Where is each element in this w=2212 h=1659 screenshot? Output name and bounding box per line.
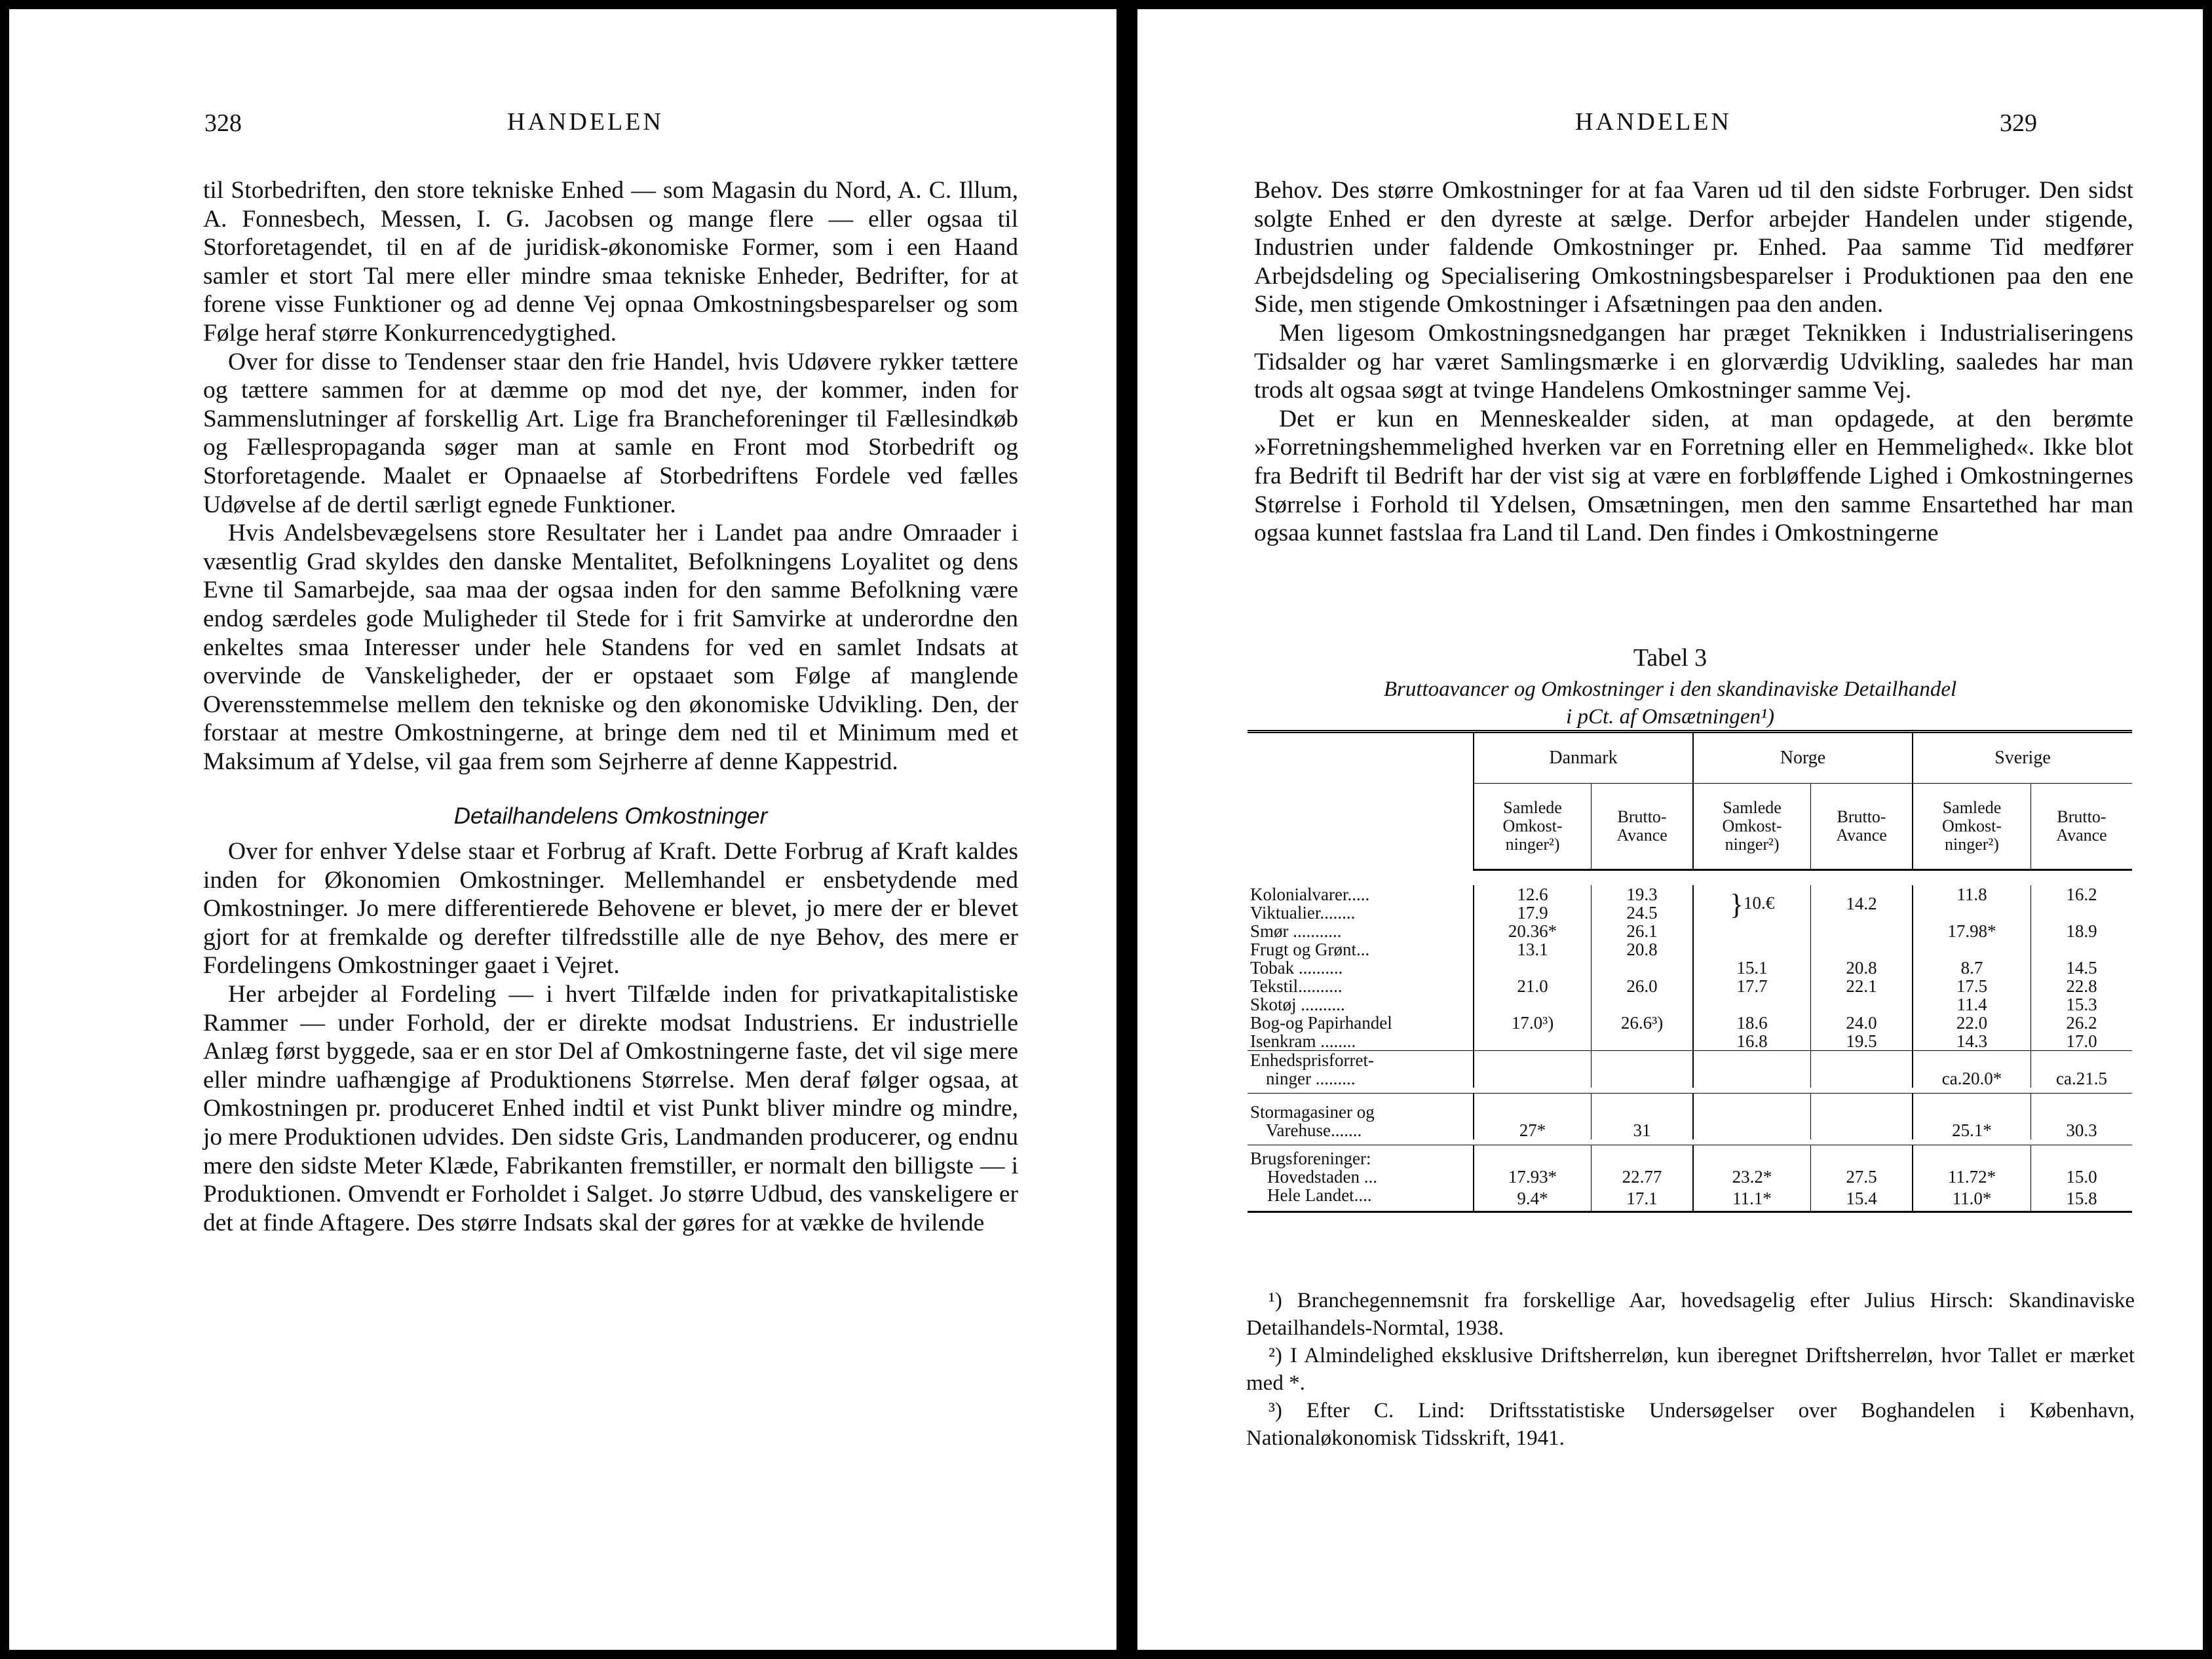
cell: 19.3 xyxy=(1592,885,1693,904)
cell: 17.9 xyxy=(1474,904,1592,922)
page-number: 329 xyxy=(2000,109,2037,137)
cell: 23.2* xyxy=(1693,1168,1811,1186)
footnote: ²) I Almindelighed eksklusive Driftsherreløn, kun iberegnet Driftsherreløn, hvor Tallet er mærket med *. xyxy=(1246,1344,2135,1395)
cell xyxy=(1474,959,1592,977)
cell: ca.21.5 xyxy=(2031,1051,2132,1088)
row-label: Skotøj .......... xyxy=(1250,995,1345,1014)
row-label: Kolonialvarer..... xyxy=(1250,885,1370,904)
footnote: ³) Efter C. Lind: Driftsstatistiske Undersøgelser over Boghandelen i København, Nationaløkonomisk Tidsskrift, 1941. xyxy=(1246,1399,2135,1450)
cell: 14.5 xyxy=(2031,959,2132,977)
cell xyxy=(1693,1145,1811,1168)
row-label: ninger ......... xyxy=(1266,1069,1356,1088)
cell: 11.8 xyxy=(1913,885,2031,904)
cell xyxy=(1913,904,2031,922)
cell: 20.36* xyxy=(1474,922,1592,940)
cell: 25.1* xyxy=(1913,1094,2031,1140)
right-page xyxy=(1137,9,2203,1650)
cell: 27* xyxy=(1474,1094,1592,1140)
cell xyxy=(1693,940,1811,959)
table-row xyxy=(1248,1145,2132,1168)
cell xyxy=(1693,1051,1811,1088)
section-title: Detailhandelens Omkostninger xyxy=(453,803,768,830)
cell: 17.5 xyxy=(1913,977,2031,995)
cell xyxy=(1811,1145,1913,1168)
left-page xyxy=(9,9,1116,1650)
table-corner xyxy=(1248,732,1474,870)
cell: 15.4 xyxy=(1811,1186,1913,1212)
cell: 26.1 xyxy=(1592,922,1693,940)
cell: 30.3 xyxy=(2031,1094,2132,1140)
paragraph: Men ligesom Omkostningsnedgangen har præget Teknikken i Industrialiseringens Tidsalder og har været Samlingsmærke i en glorværdig Udvikling, saaledes har man trods alt ogsaa søgt at tvinge Handelens Omkostninger samme Vej. xyxy=(1254,319,2133,404)
cell: 15.1 xyxy=(1693,959,1811,977)
footnotes xyxy=(1246,1287,2135,1452)
cell xyxy=(1474,995,1592,1014)
cell: 27.5 xyxy=(1811,1168,1913,1186)
row-label: Frugt og Grønt... xyxy=(1250,940,1370,959)
row-label: Isenkram ........ xyxy=(1250,1031,1356,1051)
cell: 15.8 xyxy=(2031,1186,2132,1212)
cell xyxy=(1913,1145,2031,1168)
table-heading: Tabel 3 xyxy=(1633,644,1707,672)
table-spacer xyxy=(1248,1139,2132,1145)
cell: 8.7 xyxy=(1913,959,2031,977)
cell xyxy=(1811,1094,1913,1140)
cell xyxy=(1474,1032,1592,1051)
cell xyxy=(1693,1094,1811,1140)
cell: 21.0 xyxy=(1474,977,1592,995)
cell: 11.72* xyxy=(1913,1168,2031,1186)
cell: 19.5 xyxy=(1811,1032,1913,1051)
column-header: Brutto- Avance xyxy=(1592,784,1693,870)
cell: 17.7 xyxy=(1693,977,1811,995)
paragraph: Det er kun en Menneskealder siden, at man opdagede, at den berømte »Forretningshemmelighed hverken var en Forretning eller en Hemmelighed«. Ikke blot fra Bedrift til Bedrift har der vist sig at være en forbløffende Lighed i Omkostningernes Størrelse i Forhold til Ydelsen, Omsætningen, men den samme Ensartethed har man ogsaa kunnet fastslaa fra Land til Land. Den findes i Omkostningerne xyxy=(1254,405,2133,547)
cell: 24.5 xyxy=(1592,904,1693,922)
row-label: Hovedstaden ... xyxy=(1267,1167,1377,1187)
table-row xyxy=(1248,904,2132,922)
cell xyxy=(2031,904,2132,922)
cell: 22.0 xyxy=(1913,1014,2031,1032)
table-row xyxy=(1248,1032,2132,1051)
footnote: ¹) Branchegennemsnit fra forskellige Aar, hovedsagelig efter Julius Hirsch: Skandinaviske Detailhandels-Normtal, 1938. xyxy=(1246,1289,2135,1340)
cell: 17.0³) xyxy=(1474,1014,1592,1032)
column-group-header: Danmark xyxy=(1474,732,1693,784)
paragraph: til Storbedriften, den store tekniske Enhed — som Magasin du Nord, A. C. Illum, A. Fonnesbech, Messen, I. G. Jacobsen og mange flere — eller ogsaa til Storforetagendet, til en af de juridisk-økonomiske Former, som i een Haand samler et stort Tal mere eller mindre smaa tekniske Enheder, Bedrifter, for at forene visse Funktioner og ad denne Vej opnaa Omkostningsbesparelser og som Følge heraf større Konkurrencedygtighed. xyxy=(203,177,1018,347)
cell: 26.2 xyxy=(2031,1014,2132,1032)
cell xyxy=(1474,1051,1592,1088)
table-row xyxy=(1248,885,2132,904)
cell: 17.98* xyxy=(1913,922,2031,940)
cell: 12.6 xyxy=(1474,885,1592,904)
cell xyxy=(1693,922,1811,940)
cell: 20.8 xyxy=(1811,959,1913,977)
cell: 15.3 xyxy=(2031,995,2132,1014)
cell: 17.93* xyxy=(1474,1168,1592,1186)
cell: 11.0* xyxy=(1913,1186,2031,1212)
table-row xyxy=(1248,959,2132,977)
column-header: Samlede Omkost- ninger²) xyxy=(1913,784,2031,870)
cell: 20.8 xyxy=(1592,940,1693,959)
cell xyxy=(1592,1032,1693,1051)
row-label: Brugsforeninger: xyxy=(1248,1145,1474,1168)
cell xyxy=(1474,1145,1592,1168)
cell: 17.1 xyxy=(1592,1186,1693,1212)
left-body-text xyxy=(203,176,1018,1237)
paragraph: Behov. Des større Omkostninger for at faa Varen ud til den sidste Forbruger. Den sidst solgte Enhed er den dyreste at sælge. Derfor arbejder Handelen under stigende, Industrien under faldende Omkostninger pr. Enhed. Paa samme Tid medfører Arbejdsdeling og Specialisering Omkostningsbesparelser i Produktionen paa den ene Side, men stigende Omkostninger i Afsætningen paa den anden. xyxy=(1254,177,2133,318)
row-label: Enhedsprisforret- xyxy=(1248,1051,1474,1070)
table-row xyxy=(1248,1168,2132,1186)
row-label: Bog-og Papirhandel xyxy=(1250,1013,1392,1033)
cell: 11.1* xyxy=(1693,1186,1811,1212)
cell xyxy=(2031,940,2132,959)
cell: 16.8 xyxy=(1693,1032,1811,1051)
cell xyxy=(1811,940,1913,959)
cell xyxy=(2031,1145,2132,1168)
paragraph: Hvis Andelsbevægelsens store Resultater her i Landet paa andre Omraader i væsentlig Grad skyldes den danske Mentalitet, Befolkningens Loyalitet og dens Evne til Samarbejde, saa maa der ogsaa inden for den samme Befolkning være endog særdeles gode Muligheder til Stede for i frit Samvirke at underordne den enkeltes smaa Interesser under hele Standens for ved en samlet Indsats at overvinde de Vanskeligheder, der er opstaaet som Følge af manglende Overensstemmelse mellem den tekniske og den økonomiske Udvikling. Den, der forstaar at mestre Omkostningerne, at bringe dem ned til et Minimum med et Maksimum af Ydelse, vil gaa frem som Sejrherre af denne Kappestrid. xyxy=(203,520,1018,775)
row-label: Smør ........... xyxy=(1250,921,1342,941)
cell: 18.9 xyxy=(2031,922,2132,940)
cell: 14.3 xyxy=(1913,1032,2031,1051)
cell: ca.20.0* xyxy=(1913,1051,2031,1088)
cell xyxy=(1811,922,1913,940)
table-spacer xyxy=(1248,870,2132,886)
cell xyxy=(1592,1051,1693,1088)
table-row xyxy=(1248,1186,2132,1212)
column-group-header: Norge xyxy=(1693,732,1913,784)
row-label: Viktualier........ xyxy=(1250,903,1356,923)
cell: 26.6³) xyxy=(1592,1014,1693,1032)
running-head: HANDELEN xyxy=(507,108,664,136)
cell: 18.6 xyxy=(1693,1014,1811,1032)
cell xyxy=(1592,1145,1693,1168)
table-caption-line: Bruttoavancer og Omkostninger i den skandinaviske Detailhandel xyxy=(1383,677,1957,701)
table-row xyxy=(1248,1014,2132,1032)
cell: 16.2 xyxy=(2031,885,2132,904)
cell: 17.0 xyxy=(2031,1032,2132,1051)
cell: 14.2 xyxy=(1811,885,1913,922)
cell: 15.0 xyxy=(2031,1168,2132,1186)
brace-mark: } xyxy=(1729,888,1744,921)
cell xyxy=(1592,959,1693,977)
cell xyxy=(1693,995,1811,1014)
running-head: HANDELEN xyxy=(1575,108,1732,136)
cell: 31 xyxy=(1592,1094,1693,1140)
column-header: Brutto- Avance xyxy=(1811,784,1913,870)
cell: 11.4 xyxy=(1913,995,2031,1014)
table-row xyxy=(1248,977,2132,995)
table-row xyxy=(1248,1094,2132,1122)
cell: }10.€ xyxy=(1693,885,1811,922)
cell xyxy=(1811,995,1913,1014)
table-row xyxy=(1248,995,2132,1014)
right-body-text xyxy=(1254,176,2133,548)
cell xyxy=(1913,940,2031,959)
data-table xyxy=(1248,730,2132,1213)
cell: 9.4* xyxy=(1474,1186,1592,1212)
column-header: Samlede Omkost- ninger²) xyxy=(1693,784,1811,870)
table-row xyxy=(1248,940,2132,959)
cell: 26.0 xyxy=(1592,977,1693,995)
row-label: Hele Landet.... xyxy=(1267,1185,1372,1205)
row-label: Tobak .......... xyxy=(1250,958,1343,978)
paragraph: Over for disse to Tendenser staar den frie Handel, hvis Udøvere rykker tættere og tættere sammen for at dæmme op mod det nye, der kommer, inden for Sammenslutninger af forskellig Art. Lige fra Brancheforeninger til Fællesindkøb og Fællespropaganda søger man at samle en Front mod Storbedrift og Storforetagende. Maalet er Opnaaelse af Storbedriftens Fordele ved fælles Udøvelse af de dertil særligt egnede Funktioner. xyxy=(203,348,1018,518)
cell: 22.8 xyxy=(2031,977,2132,995)
cell: 22.77 xyxy=(1592,1168,1693,1186)
column-header: Samlede Omkost- ninger²) xyxy=(1474,784,1592,870)
paragraph: Her arbejder al Fordeling — i hvert Tilfælde inden for privatkapitalistiske Rammer — under Forhold, der er direkte modsat Industriens. Er industrielle Anlæg først byggede, saa er en stor Del af Omkostningerne faste, det vil sige mere eller mindre uafhængige af Produktionens Størrelse. Men deraf følger ogsaa, at Omkostningen pr. produceret Enhed indtil et vist Punkt bliver mindre og mindre, jo mere Produktionen udvides. Den sidste Gris, Landmanden producerer, og endnu mere den sidste Meter Klæde, Fabrikanten fremstiller, er normalt den billigste — i Produktionen. Omvendt er Forholdet i Salget. Jo større Udbud, des vanskeligere er det at finde Aftagere. Des større Indsats skal der gøres for at vække de hvilende xyxy=(203,981,1018,1236)
row-label: Varehuse....... xyxy=(1266,1120,1362,1140)
table-spacer xyxy=(1248,1088,2132,1094)
row-label: Tekstil.......... xyxy=(1250,976,1343,996)
table-caption xyxy=(1137,676,2203,731)
table-row xyxy=(1248,922,2132,940)
cell: 13.1 xyxy=(1474,940,1592,959)
cell: 24.0 xyxy=(1811,1014,1913,1032)
column-group-header: Sverige xyxy=(1913,732,2132,784)
cell: 22.1 xyxy=(1811,977,1913,995)
table-row xyxy=(1248,1051,2132,1070)
cell xyxy=(1811,1051,1913,1088)
cell xyxy=(1592,995,1693,1014)
paragraph: Over for enhver Ydelse staar et Forbrug af Kraft. Dette Forbrug af Kraft kaldes inden for Økonomien Omkostninger. Mellemhandel er ensbetydende med Omkostninger. Jo mere differentierede Behovene er blevet, jo mere der er blevet gjort for at fremkalde og derefter tilfredsstille alle de nye Behov, des mere er Fordelingens Omkostninger gaaet i Vejret. xyxy=(203,838,1018,980)
page-number: 328 xyxy=(204,109,242,137)
row-label: Stormagasiner og xyxy=(1248,1094,1474,1122)
table-caption-line: i pCt. af Omsætningen¹) xyxy=(1566,705,1774,729)
column-header: Brutto- Avance xyxy=(2031,784,2132,870)
